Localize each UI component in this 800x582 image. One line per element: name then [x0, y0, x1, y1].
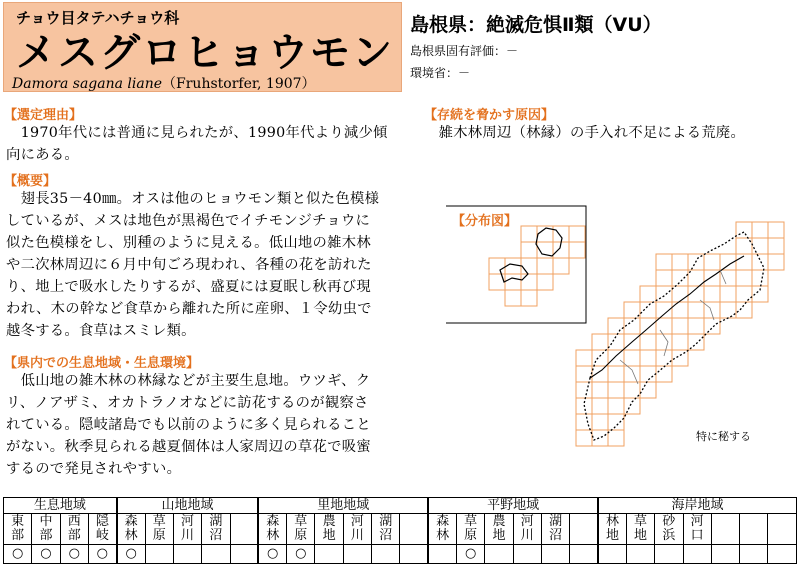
map-grid-cell — [672, 318, 688, 334]
habitat-category: 湖 沼 — [541, 514, 569, 545]
habitat-mark — [202, 545, 230, 564]
text-line: リ、ノアザミ、オカトラノオなどに訪花するのが観察さ — [6, 395, 369, 411]
habitat-heading: 【県内での生息地域・生息環境】 — [4, 356, 200, 371]
habitat-category: 河 川 — [173, 514, 201, 545]
habitat-mark — [173, 545, 201, 564]
habitat-mark — [570, 545, 598, 564]
habitat-mark — [372, 545, 400, 564]
habitat-mark — [683, 545, 711, 564]
text-line: しているが、メスは地色が黒褐色でイチモンジチョウに — [6, 213, 371, 229]
map-grid-cell — [672, 286, 688, 302]
map-grid-cell — [640, 334, 656, 350]
habitat-mark: ○ — [88, 545, 116, 564]
text-line: や二次林周辺に６月中旬ごろ現われ、各種の花を訪れた — [6, 257, 372, 273]
habitat-category — [230, 514, 258, 545]
map-grid-cell — [736, 302, 752, 318]
map-grid-cell — [576, 382, 592, 398]
habitat-group-header: 海岸地域 — [598, 498, 796, 514]
text-line: がない。秋季見られる越夏個体は人家周辺の草花で吸蜜 — [6, 439, 371, 455]
map-grid-cell — [624, 350, 640, 366]
habitat-category — [570, 514, 598, 545]
habitat-mark: ○ — [287, 545, 315, 564]
habitat-mark — [740, 545, 768, 564]
text-line: 翅長35－40㎜。オスは他のヒョウモン類と似た色模様 — [6, 191, 380, 207]
map-grid-cell — [576, 430, 592, 446]
text-line: り、地上で吸水したりするが、盛夏には夏眠し秋再び現 — [6, 279, 371, 295]
river-lines — [620, 270, 726, 384]
habitat-mark — [513, 545, 541, 564]
map-grid-cell — [608, 398, 624, 414]
map-grid-cell — [704, 318, 720, 334]
map-grid-cell — [704, 254, 720, 270]
habitat-group-header: 山地地域 — [117, 498, 259, 514]
map-grid-cell — [752, 222, 768, 238]
map-grid-cell — [640, 318, 656, 334]
habitat-mark: ○ — [457, 545, 485, 564]
map-grid-cell — [672, 334, 688, 350]
habitat-category: 森 林 — [428, 514, 456, 545]
habitat-group-header: 平野地域 — [428, 498, 598, 514]
reason-heading: 【選定理由】 — [4, 108, 83, 123]
habitat-mark — [343, 545, 371, 564]
sci-name-italic: Damora sagana liane — [12, 76, 163, 92]
habitat-mark: ○ — [117, 545, 145, 564]
local-evaluation: 島根県固有評価：－ — [410, 44, 519, 58]
map-grid-cell — [608, 334, 624, 350]
map-grid-cell — [688, 302, 704, 318]
habitat-category: 森 林 — [258, 514, 286, 545]
map-grid-cell — [736, 222, 752, 238]
habitat-group-header: 里地地域 — [258, 498, 428, 514]
habitat-category: 森 林 — [117, 514, 145, 545]
habitat-group-header: 生息地域 — [4, 498, 117, 514]
text-line: 向にある。 — [6, 147, 79, 163]
map-grid-cell — [736, 286, 752, 302]
map-grid-cell — [537, 258, 553, 274]
map-grid-cell — [608, 366, 624, 382]
map-grid-cell — [521, 242, 537, 258]
redlist-status: 島根県：絶滅危惧Ⅱ類（VU） — [410, 14, 662, 36]
habitat-category: 河 口 — [683, 514, 711, 545]
map-grid-cell — [569, 226, 585, 242]
map-grid-cell — [768, 254, 784, 270]
map-grid-cell — [505, 290, 521, 306]
habitat-mark: ○ — [258, 545, 286, 564]
map-grid-cell — [704, 286, 720, 302]
habitat-category: 中 部 — [32, 514, 60, 545]
text-line: するので発見されやすい。 — [6, 461, 182, 477]
threat-heading: 【存続を脅かす原因】 — [424, 108, 555, 123]
map-grid-cell — [656, 350, 672, 366]
map-grid-cell — [672, 254, 688, 270]
map-grid-cell — [720, 270, 736, 286]
habitat-mark — [485, 545, 513, 564]
habitat-mark — [428, 545, 456, 564]
map-grid — [489, 222, 784, 446]
text-line: 越冬する。食草はスミレ類。 — [6, 323, 196, 339]
habitat-mark — [768, 545, 797, 564]
map-grid-cell — [656, 286, 672, 302]
map-grid-cell — [672, 302, 688, 318]
habitat-category: 林 地 — [598, 514, 626, 545]
map-grid-cell — [656, 270, 672, 286]
map-grid-cell — [537, 274, 553, 290]
map-grid-cell — [608, 382, 624, 398]
map-grid-cell — [640, 366, 656, 382]
habitat-category: 湖 沼 — [202, 514, 230, 545]
map-grid-cell — [592, 430, 608, 446]
habitat-category — [768, 514, 797, 545]
habitat-category: 河 川 — [343, 514, 371, 545]
sci-author: （Fruhstorfer, 1907） — [162, 76, 316, 92]
map-grid-cell — [521, 258, 537, 274]
map-grid-cell — [608, 414, 624, 430]
habitat-mark — [598, 545, 626, 564]
map-grid-cell — [592, 334, 608, 350]
map-grid-cell — [752, 270, 768, 286]
map-grid-cell — [640, 350, 656, 366]
map-grid-cell — [640, 286, 656, 302]
map-grid-cell — [569, 242, 585, 258]
map-grid-cell — [752, 254, 768, 270]
habitat-mark — [315, 545, 343, 564]
habitat-category: 草 地 — [626, 514, 654, 545]
habitat-mark — [711, 545, 739, 564]
order-family-label: チョウ目タテハチョウ科 — [16, 9, 180, 27]
habitat-category: 農 地 — [315, 514, 343, 545]
map-grid-cell — [592, 414, 608, 430]
map-grid-cell — [608, 350, 624, 366]
map-grid-cell — [720, 302, 736, 318]
map-grid-cell — [521, 226, 537, 242]
habitat-mark: ○ — [4, 545, 32, 564]
species-name: メスグロヒョウモン — [16, 30, 394, 76]
map-grid-cell — [576, 414, 592, 430]
national-evaluation: 環境省：－ — [410, 66, 471, 80]
text-line: 雑木林周辺（林縁）の手入れ不足による荒廃。 — [424, 125, 746, 141]
map-grid-cell — [672, 270, 688, 286]
habitat-category: 河 川 — [513, 514, 541, 545]
map-grid-cell — [688, 318, 704, 334]
dozen-islands — [500, 264, 528, 282]
habitat-category: 砂 浜 — [655, 514, 683, 545]
habitat-category: 東 部 — [4, 514, 32, 545]
map-grid-cell — [592, 350, 608, 366]
habitat-category: 草 原 — [457, 514, 485, 545]
habitat-category: 隠 岐 — [88, 514, 116, 545]
map-grid-cell — [489, 258, 505, 274]
habitat-table — [3, 497, 797, 564]
text-line: れている。隠岐諸島でも以前のように多く見られること — [6, 417, 371, 433]
map-grid-cell — [592, 382, 608, 398]
habitat-mark: ○ — [32, 545, 60, 564]
map-grid-cell — [592, 398, 608, 414]
habitat-mark — [541, 545, 569, 564]
map-grid-cell — [704, 302, 720, 318]
habitat-mark — [400, 545, 428, 564]
map-grid-cell — [521, 290, 537, 306]
map-note: 特に秘する — [696, 430, 751, 443]
map-grid-cell — [656, 366, 672, 382]
map-grid-cell — [608, 430, 624, 446]
map-grid-cell — [608, 318, 624, 334]
map-grid-cell — [736, 270, 752, 286]
habitat-mark — [655, 545, 683, 564]
text-line: 1970年代には普通に見られたが、1990年代より減少傾 — [6, 125, 388, 141]
map-grid-cell — [752, 238, 768, 254]
shimane-outline — [584, 232, 764, 440]
habitat-mark — [145, 545, 173, 564]
map-grid-cell — [688, 334, 704, 350]
map-grid-cell — [576, 366, 592, 382]
habitat-category — [711, 514, 739, 545]
overview-heading: 【概要】 — [4, 174, 57, 189]
text-line: 低山地の雑木林の林縁などが主要生息地。ウツギ、ク — [6, 373, 371, 389]
map-grid-cell — [720, 286, 736, 302]
map-grid-cell — [624, 366, 640, 382]
habitat-category: 西 部 — [60, 514, 88, 545]
habitat-category: 湖 沼 — [372, 514, 400, 545]
text-line: 似た色模様をし、別種のように見える。低山地の雑木林 — [6, 235, 371, 251]
habitat-mark: ○ — [60, 545, 88, 564]
map-grid-cell — [592, 366, 608, 382]
map-heading: 【分布図】 — [452, 214, 518, 229]
map-grid-cell — [656, 254, 672, 270]
habitat-category — [740, 514, 768, 545]
map-grid-cell — [553, 258, 569, 274]
habitat-category: 農 地 — [485, 514, 513, 545]
habitat-category — [400, 514, 428, 545]
coast-line — [590, 256, 744, 378]
map-grid-cell — [768, 238, 784, 254]
map-grid-cell — [521, 274, 537, 290]
habitat-category: 草 原 — [145, 514, 173, 545]
map-grid-cell — [624, 398, 640, 414]
map-grid-cell — [768, 222, 784, 238]
map-grid-cell — [576, 350, 592, 366]
map-grid-cell — [656, 318, 672, 334]
map-grid-cell — [505, 274, 521, 290]
text-line: われ、木の幹など食草から離れた所に産卵、１令幼虫で — [6, 301, 372, 317]
habitat-mark — [230, 545, 258, 564]
habitat-mark — [626, 545, 654, 564]
map-grid-cell — [640, 302, 656, 318]
map-grid-cell — [553, 226, 569, 242]
habitat-category: 草 原 — [287, 514, 315, 545]
